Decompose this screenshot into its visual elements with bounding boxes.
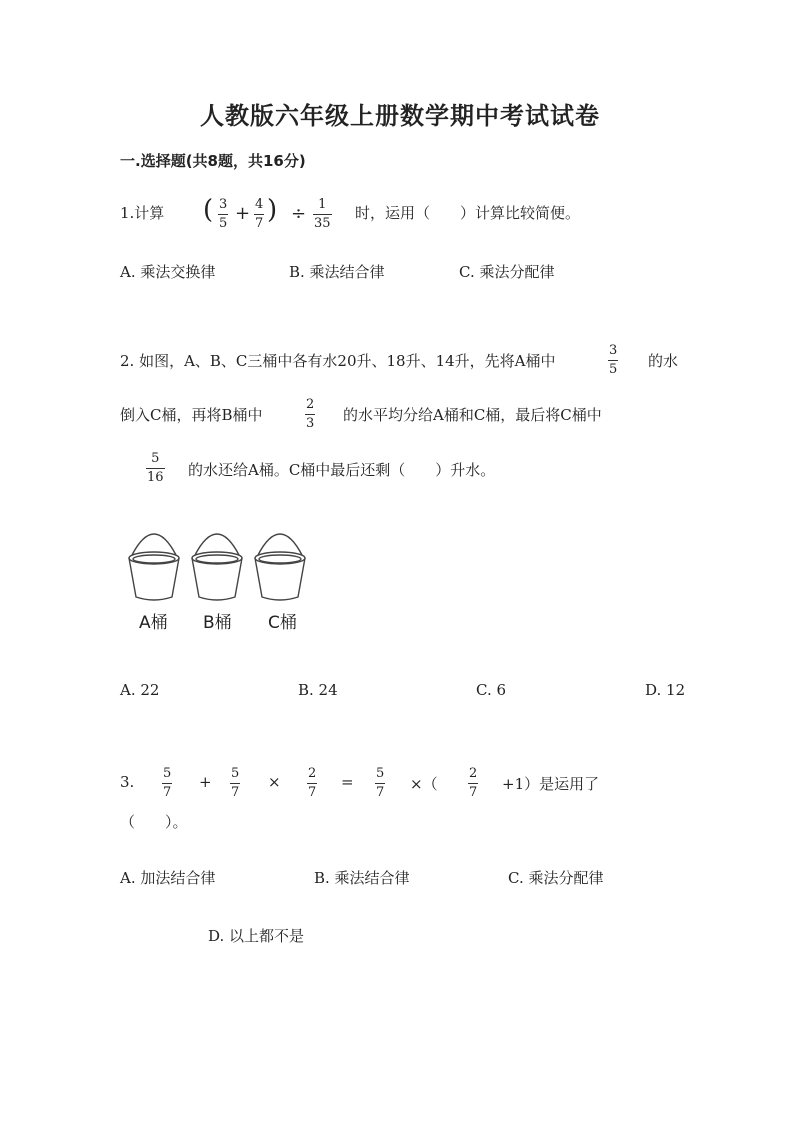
q3-d-denominator: 7 (376, 785, 385, 800)
q3-b-denominator: 7 (231, 785, 240, 800)
q1-option-a[interactable]: A. 乘法交换律 (120, 263, 216, 281)
q3-option-c[interactable]: C. 乘法分配律 (508, 869, 604, 887)
q1-f3-denominator: 35 (314, 216, 331, 231)
q3-option-a[interactable]: A. 加法结合律 (120, 869, 216, 887)
q1-option-c[interactable]: C. 乘法分配律 (459, 263, 555, 281)
q2-f3-numerator: 5 (151, 451, 160, 466)
bucket-icon-b (192, 534, 242, 600)
q3-line2: （ ）。 (120, 813, 188, 831)
q1-fraction-3 (313, 198, 332, 231)
q1-f1-numerator: 3 (219, 197, 228, 212)
q1-fraction-2 (254, 198, 264, 231)
q1-close-paren: ) (267, 195, 278, 225)
q1-f1-denominator: 5 (219, 216, 228, 231)
q3-tail: +1）是运用了 (502, 775, 600, 793)
q2-f3-denominator: 16 (147, 470, 164, 485)
q3-times-1: × (268, 773, 281, 791)
section-heading: 一.选择题(共8题，共16分) (120, 152, 306, 170)
bucket-label-a: A桶 (139, 613, 168, 633)
q3-fraction-b (230, 767, 240, 800)
q3-a-numerator: 5 (163, 766, 172, 781)
q3-fraction-d (375, 767, 385, 800)
q1-fraction-1 (218, 198, 228, 231)
q3-d-numerator: 5 (376, 766, 385, 781)
q3-option-d[interactable]: D. 以上都不是 (208, 927, 305, 945)
q1-plus: + (235, 203, 251, 224)
page-title: 人教版六年级上册数学期中考试试卷 (200, 101, 600, 130)
q3-times-2: ×（ (410, 775, 438, 793)
q2-f1-denominator: 5 (609, 362, 618, 377)
q2-fraction-1 (608, 344, 618, 377)
q2-line3: 的水还给A桶。C桶中最后还剩（ ）升水。 (188, 461, 496, 479)
q3-equals: = (341, 773, 354, 791)
q3-number: 3. (120, 773, 135, 791)
q1-f2-denominator: 7 (255, 216, 264, 231)
bucket-icon-a (129, 534, 179, 600)
q1-option-b[interactable]: B. 乘法结合律 (289, 263, 385, 281)
q2-fraction-3 (146, 452, 165, 485)
q2-line1: 2. 如图，A、B、C三桶中各有水20升、18升、14升，先将A桶中 (120, 352, 556, 370)
q2-option-b[interactable]: B. 24 (298, 681, 338, 699)
q3-fraction-a (162, 767, 172, 800)
q2-fraction-2 (305, 398, 315, 431)
q2-option-d[interactable]: D. 12 (645, 681, 686, 699)
q1-open-paren: ( (203, 195, 214, 225)
q3-e-denominator: 7 (469, 785, 478, 800)
q1-divide: ÷ (291, 203, 307, 224)
q3-c-numerator: 2 (308, 766, 317, 781)
q3-fraction-c (307, 767, 317, 800)
q2-f2-denominator: 3 (306, 416, 315, 431)
bucket-label-b: B桶 (203, 613, 232, 633)
q3-plus: + (199, 773, 212, 791)
bucket-label-c: C桶 (268, 613, 297, 633)
q2-line1-end: 的水 (648, 352, 679, 370)
q3-a-denominator: 7 (163, 785, 172, 800)
q2-f1-numerator: 3 (609, 343, 618, 358)
q1-f2-numerator: 4 (255, 197, 264, 212)
q3-fraction-e (468, 767, 478, 800)
q2-option-c[interactable]: C. 6 (476, 681, 507, 699)
q1-prefix: 1.计算 (120, 204, 165, 222)
q3-b-numerator: 5 (231, 766, 240, 781)
q3-option-b[interactable]: B. 乘法结合律 (314, 869, 410, 887)
q2-f2-numerator: 2 (306, 397, 315, 412)
q2-line2-end: 的水平均分给A桶和C桶，最后将C桶中 (343, 406, 602, 424)
q3-c-denominator: 7 (308, 785, 317, 800)
q1-f3-numerator: 1 (318, 197, 327, 212)
bucket-icon-c (255, 534, 305, 600)
q2-line2-start: 倒入C桶，再将B桶中 (120, 406, 263, 424)
q2-option-a[interactable]: A. 22 (120, 681, 160, 699)
q1-suffix: 时，运用（ ）计算比较简便。 (355, 204, 581, 222)
q3-e-numerator: 2 (469, 766, 478, 781)
